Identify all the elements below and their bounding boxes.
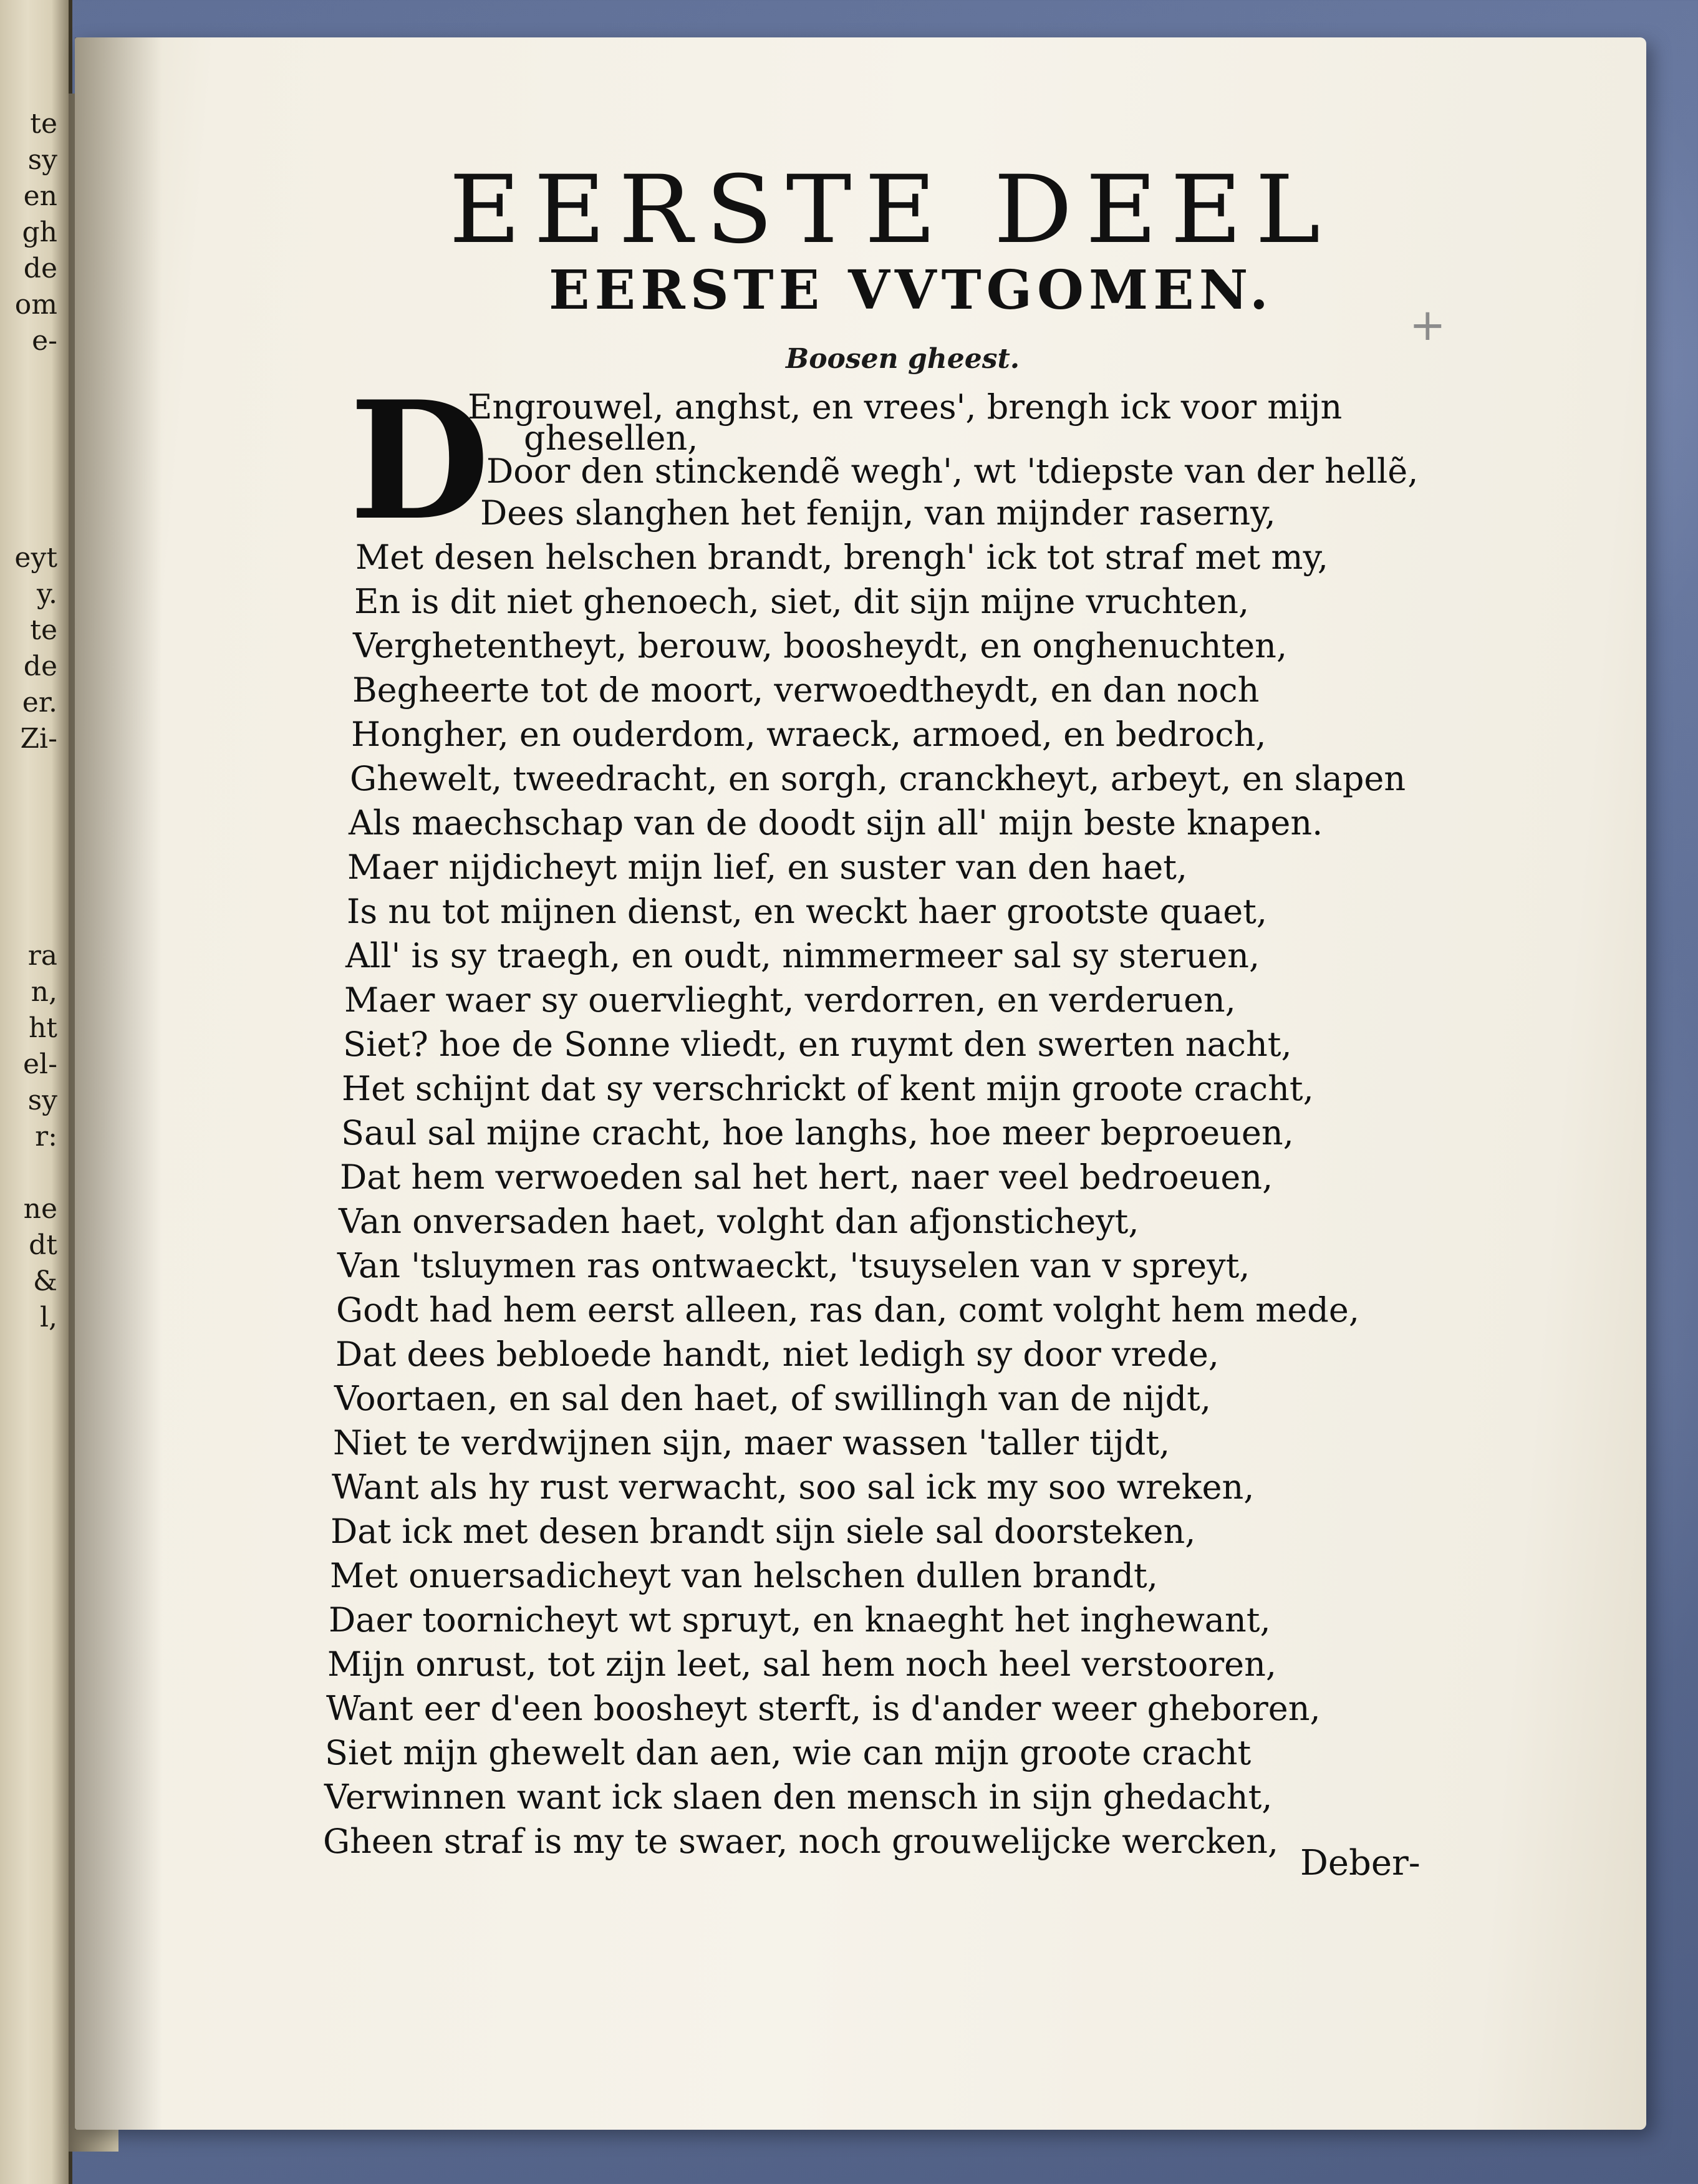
left-page-fragment [5, 793, 61, 829]
pencil-mark-icon: + [1409, 299, 1446, 350]
left-page-fragment: n, [31, 976, 57, 1008]
poem-line: Het schijnt dat sy verschrickt of kent mijn groote cracht, [342, 1069, 1314, 1109]
poem-line: Door den stinckendẽ wegh', wt 'tdiepste van der hellẽ, [486, 451, 1419, 491]
poem-line: Dees slanghen het fenijn, van mijnder raserny, [480, 493, 1276, 533]
poem-line: Daer toornicheyt wt spruyt, en knaeght het inghewant, [329, 1600, 1271, 1640]
left-page-fragment [5, 1372, 61, 1408]
poem-line: Van 'tsluymen ras ontwaeckt, 'tsuyselen van v spreyt, [337, 1246, 1250, 1286]
poem-line: Niet te verdwijnen sijn, maer wassen 'taller tijdt, [333, 1423, 1170, 1463]
left-page-fragment [5, 359, 61, 395]
poem-line: Hongher, en ouderdom, wraeck, armoed, en bedroch, [351, 715, 1266, 755]
poem-line: Verghetentheyt, berouw, boosheydt, en onghenuchten, [353, 626, 1288, 666]
page-subtitle: EERSTE VVTGOMEN. [549, 259, 1273, 322]
poem-line: All' is sy traegh, en oudt, nimmermeer sal sy steruen, [345, 936, 1260, 976]
speaker-label: Boosen gheest. [786, 343, 1020, 375]
left-page-fragment [5, 432, 61, 468]
left-page-fragment [5, 1408, 61, 1444]
poem-line: Engrouwel, anghst, en vrees', brengh ick voor mijn [468, 387, 1343, 427]
page-gutter-shadow [75, 37, 162, 2130]
left-page-fragment: te [30, 614, 57, 646]
poem-line: Godt had hem eerst alleen, ras dan, comt volght hem mede, [336, 1290, 1359, 1330]
poem-line: Dat dees bebloede handt, niet ledigh sy door vrede, [335, 1335, 1219, 1375]
left-page-fragment: & [32, 1265, 57, 1297]
poem-line: Dat ick met desen brandt sijn siele sal doorsteken, [330, 1512, 1196, 1552]
left-page-fragment: de [23, 253, 57, 284]
left-page-fragment [5, 1444, 61, 1481]
poem-line: Ghewelt, tweedracht, en sorgh, cranckheyt, arbeyt, en slapen [350, 759, 1406, 799]
poem-line: Is nu tot mijnen dienst, en weckt haer grootste quaet, [347, 892, 1268, 932]
poem-line: Met onuersadicheyt van helschen dullen brandt, [330, 1556, 1158, 1596]
left-page-fragment: er. [22, 687, 57, 718]
left-page [0, 0, 72, 2184]
poem-line: Maer nijdicheyt mijn lief, en suster van den haet, [347, 848, 1188, 887]
left-page-fragment: dt [29, 1229, 57, 1261]
left-page-fragment: de [23, 650, 57, 682]
left-page-fragment: Zi- [20, 723, 57, 755]
left-page-fragment [5, 902, 61, 938]
left-page-fragment: om [14, 289, 57, 321]
left-page-fragment: r: [35, 1121, 57, 1152]
poem-line: Dat hem verwoeden sal het hert, naer veel bedroeuen, [340, 1157, 1273, 1197]
poem-line: Begheerte tot de moort, verwoedtheydt, en dan noch [352, 670, 1260, 710]
left-page-fragment: ra [27, 940, 57, 972]
left-page-fragment [5, 757, 61, 793]
left-page-fragment: ht [28, 1012, 57, 1044]
left-page-fragment: sy [27, 144, 57, 176]
left-page-fragment [5, 1336, 61, 1372]
left-page-fragment [5, 829, 61, 866]
page-title: EERSTE DEEL [449, 156, 1334, 264]
left-page-fragment: sy [27, 1085, 57, 1116]
poem-line: Met desen helschen brandt, brengh' ick tot straf met my, [355, 538, 1329, 577]
poem-line: Siet? hoe de Sonne vliedt, en ruymt den swerten nacht, [343, 1025, 1292, 1065]
poem-line: Maer waer sy ouervlieght, verdorren, en verderuen, [344, 980, 1236, 1020]
left-page-fragment: y. [37, 578, 57, 610]
poem-line: Gheen straf is my te swaer, noch grouwelijcke wercken, [323, 1822, 1279, 1862]
left-page-fragment [5, 468, 61, 504]
poem-line: Siet mijn ghewelt dan aen, wie can mijn groote cracht [325, 1733, 1252, 1773]
poem-line: Van onversaden haet, volght dan afjonsticheyt, [339, 1202, 1139, 1242]
poem-line: Mijn onrust, tot zijn leet, sal hem noch heel verstooren, [327, 1645, 1277, 1684]
left-page-fragment: te [30, 108, 57, 140]
poem-line: Verwinnen want ick slaen den mensch in sijn ghedacht, [324, 1777, 1273, 1817]
left-page-fragment: eyt [14, 542, 57, 574]
drop-cap: D [349, 366, 490, 556]
catchword: Deber- [1300, 1843, 1421, 1883]
left-page-fragment: l, [39, 1302, 57, 1333]
left-page-fragment: gh [22, 216, 57, 248]
poem-line: En is dit niet ghenoech, siet, dit sijn mijne vruchten, [354, 582, 1250, 622]
poem-line: ghesellen, [524, 418, 698, 458]
left-page-fragment: el- [23, 1048, 57, 1080]
poem-line: Voortaen, en sal den haet, of swillingh van de nijdt, [334, 1379, 1212, 1419]
left-page-fragment [5, 395, 61, 432]
left-page-text [5, 106, 61, 1481]
poem-line: Want als hy rust verwacht, soo sal ick my soo wreken, [332, 1467, 1255, 1507]
poem-line: Saul sal mijne cracht, hoe langhs, hoe meer beproeuen, [341, 1113, 1294, 1153]
left-page-fragment: en [23, 180, 57, 212]
left-page-fragment [5, 866, 61, 902]
left-page-fragment [5, 504, 61, 540]
left-page-fragment: e- [32, 325, 57, 357]
poem-line: Want eer d'een boosheyt sterft, is d'ander weer gheboren, [326, 1689, 1321, 1729]
left-page-fragment [5, 1155, 61, 1191]
poem-line: Als maechschap van de doodt sijn all' mijn beste knapen. [349, 803, 1323, 843]
left-page-fragment: ne [23, 1193, 57, 1225]
